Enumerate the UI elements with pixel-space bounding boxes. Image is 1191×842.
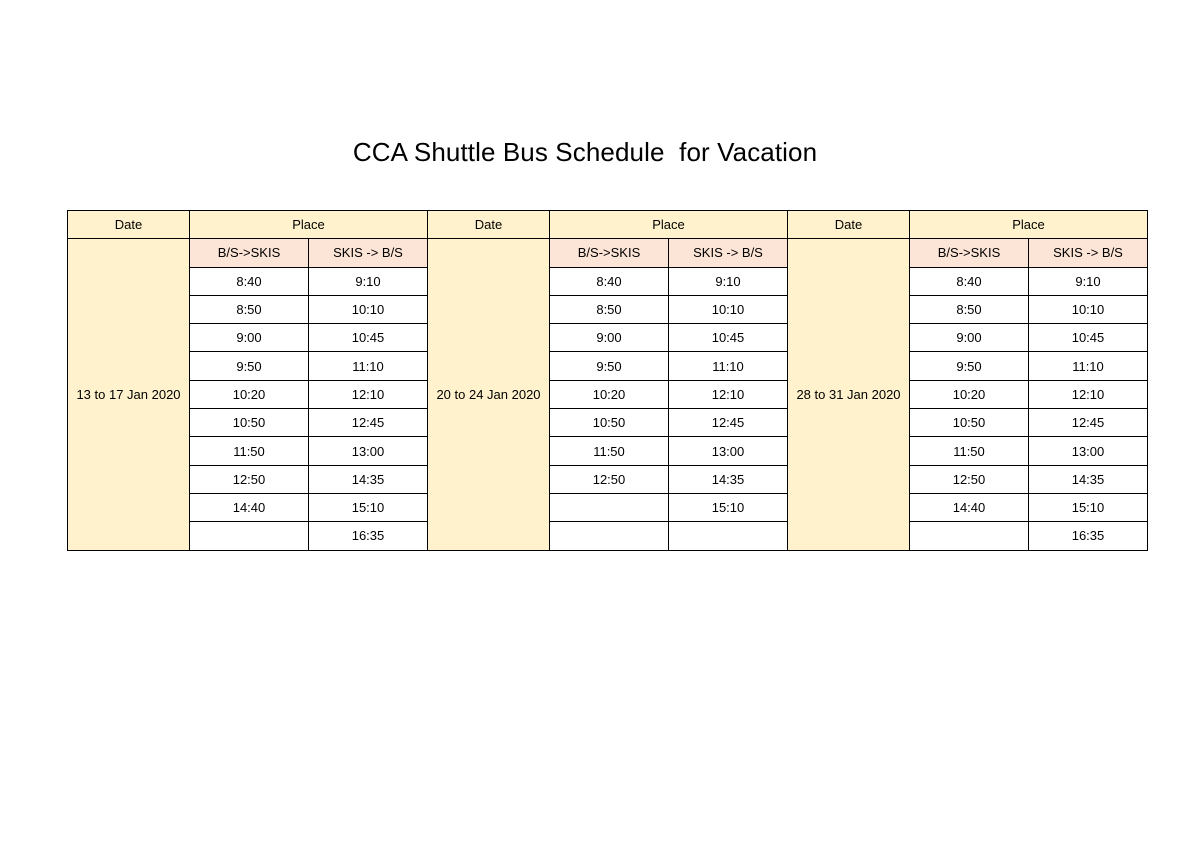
departure-to-skis-time: 8:40 (190, 267, 309, 295)
departure-from-skis-time: 16:35 (1029, 522, 1148, 550)
departure-from-skis-time: 12:10 (669, 380, 788, 408)
departure-from-skis-time: 13:00 (1029, 437, 1148, 465)
departure-to-skis-time: 10:50 (910, 409, 1029, 437)
date-header: Date (428, 211, 550, 239)
time-row (68, 409, 1148, 437)
departure-from-skis-time: 10:45 (309, 324, 428, 352)
time-row (68, 437, 1148, 465)
header-row (68, 211, 1148, 239)
departure-to-skis-time: 9:00 (190, 324, 309, 352)
departure-to-skis-time: 11:50 (550, 437, 669, 465)
departure-from-skis-time: 12:45 (1029, 409, 1148, 437)
departure-from-skis-time: 14:35 (309, 465, 428, 493)
period-date-cell: 13 to 17 Jan 2020 (68, 239, 190, 550)
time-row (68, 352, 1148, 380)
place-header: Place (910, 211, 1148, 239)
departure-to-skis-time (190, 522, 309, 550)
departure-from-skis-time: 10:10 (309, 295, 428, 323)
departure-to-skis-time: 8:40 (550, 267, 669, 295)
departure-to-skis-time: 8:40 (910, 267, 1029, 295)
departure-to-skis-time: 12:50 (190, 465, 309, 493)
departure-from-skis-time: 11:10 (1029, 352, 1148, 380)
departure-to-skis-time: 10:20 (910, 380, 1029, 408)
departure-to-skis-time (550, 493, 669, 521)
departure-to-skis-time: 11:50 (910, 437, 1029, 465)
departure-from-skis-time: 15:10 (309, 493, 428, 521)
departure-to-skis-time: 11:50 (190, 437, 309, 465)
departure-to-skis-time: 9:50 (550, 352, 669, 380)
from-skis-header: SKIS -> B/S (1029, 239, 1148, 267)
departure-to-skis-time: 10:50 (550, 409, 669, 437)
departure-to-skis-time: 10:50 (190, 409, 309, 437)
departure-to-skis-time: 8:50 (190, 295, 309, 323)
departure-from-skis-time (669, 522, 788, 550)
date-header: Date (788, 211, 910, 239)
departure-from-skis-time: 11:10 (309, 352, 428, 380)
departure-to-skis-time: 8:50 (550, 295, 669, 323)
departure-from-skis-time: 12:10 (1029, 380, 1148, 408)
shuttle-schedule-table (67, 210, 1148, 551)
departure-to-skis-time: 8:50 (910, 295, 1029, 323)
period-date-cell: 20 to 24 Jan 2020 (428, 239, 550, 550)
departure-to-skis-time: 9:00 (910, 324, 1029, 352)
departure-from-skis-time: 10:10 (1029, 295, 1148, 323)
departure-from-skis-time: 15:10 (669, 493, 788, 521)
direction-row (68, 239, 1148, 267)
departure-to-skis-time: 9:50 (190, 352, 309, 380)
time-row (68, 493, 1148, 521)
to-skis-header: B/S->SKIS (550, 239, 669, 267)
departure-from-skis-time: 10:10 (669, 295, 788, 323)
departure-from-skis-time: 12:45 (669, 409, 788, 437)
departure-to-skis-time: 12:50 (550, 465, 669, 493)
departure-to-skis-time: 9:50 (910, 352, 1029, 380)
departure-from-skis-time: 13:00 (309, 437, 428, 465)
departure-from-skis-time: 11:10 (669, 352, 788, 380)
departure-from-skis-time: 14:35 (1029, 465, 1148, 493)
departure-to-skis-time: 10:20 (190, 380, 309, 408)
departure-from-skis-time: 16:35 (309, 522, 428, 550)
place-header: Place (550, 211, 788, 239)
departure-from-skis-time: 14:35 (669, 465, 788, 493)
departure-to-skis-time: 9:00 (550, 324, 669, 352)
time-row (68, 380, 1148, 408)
time-row (68, 267, 1148, 295)
departure-to-skis-time: 14:40 (910, 493, 1029, 521)
departure-from-skis-time: 12:10 (309, 380, 428, 408)
departure-to-skis-time (550, 522, 669, 550)
from-skis-header: SKIS -> B/S (309, 239, 428, 267)
period-date-cell: 28 to 31 Jan 2020 (788, 239, 910, 550)
departure-to-skis-time: 14:40 (190, 493, 309, 521)
to-skis-header: B/S->SKIS (910, 239, 1029, 267)
time-row (68, 295, 1148, 323)
departure-to-skis-time: 12:50 (910, 465, 1029, 493)
departure-to-skis-time: 10:20 (550, 380, 669, 408)
from-skis-header: SKIS -> B/S (669, 239, 788, 267)
date-header: Date (68, 211, 190, 239)
departure-to-skis-time (910, 522, 1029, 550)
departure-from-skis-time: 10:45 (669, 324, 788, 352)
departure-from-skis-time: 10:45 (1029, 324, 1148, 352)
departure-from-skis-time: 12:45 (309, 409, 428, 437)
place-header: Place (190, 211, 428, 239)
page-title: CCA Shuttle Bus Schedule for Vacation (352, 137, 818, 167)
time-row (68, 522, 1148, 550)
departure-from-skis-time: 15:10 (1029, 493, 1148, 521)
departure-from-skis-time: 13:00 (669, 437, 788, 465)
time-row (68, 324, 1148, 352)
time-row (68, 465, 1148, 493)
departure-from-skis-time: 9:10 (1029, 267, 1148, 295)
to-skis-header: B/S->SKIS (190, 239, 309, 267)
departure-from-skis-time: 9:10 (669, 267, 788, 295)
departure-from-skis-time: 9:10 (309, 267, 428, 295)
